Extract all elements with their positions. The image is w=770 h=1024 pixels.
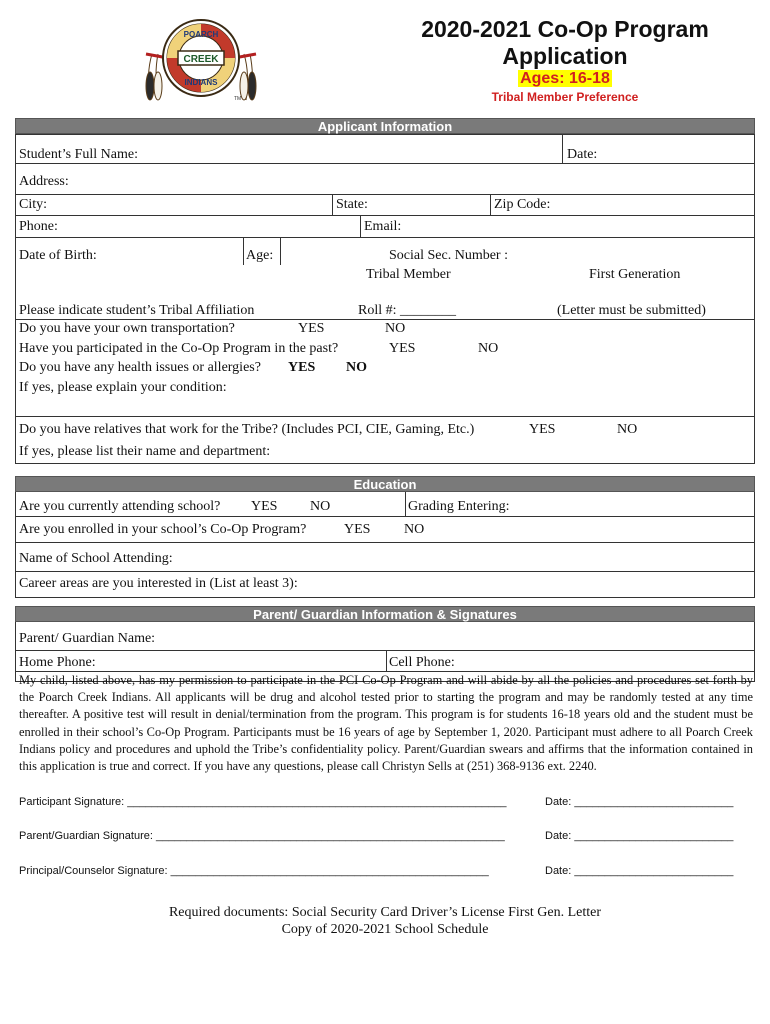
seal-logo-icon (138, 14, 264, 106)
svg-text:TM: TM (234, 96, 242, 102)
svg-text:CREEK: CREEK (183, 54, 219, 65)
section-parent-guardian: Parent/ Guardian Information & Signatures (15, 606, 755, 622)
attending-question: Are you currently attending school? (19, 499, 221, 514)
grading-entering-label: Grading Entering: (408, 499, 510, 514)
ages-label: Ages: 16-18 (520, 70, 610, 87)
tribal-member-label: Tribal Member (366, 267, 451, 282)
email-label: Email: (364, 219, 402, 234)
dob-label: Date of Birth: (19, 248, 97, 263)
poarch-creek-seal (138, 14, 264, 106)
coop-past-no-option[interactable]: NO (478, 341, 499, 356)
full-name-label: Student’s Full Name: (19, 147, 138, 162)
career-areas-label: Career areas are you interested in (List at least 3): (19, 576, 298, 591)
age-label: Age: (246, 248, 274, 263)
tribal-affiliation-label: Please indicate student’s Tribal Affiliation (19, 303, 255, 318)
school-schedule-note: Copy of 2020-2021 School Schedule (281, 922, 489, 937)
state-label: State: (336, 197, 368, 212)
enrolled-no-option[interactable]: NO (404, 522, 425, 537)
permission-statement: My child, listed above, has my permission to participate in the PCI Co-Op Program and will abide by all the policies and procedures set forth by the Poarch Creek Indians. All applicants will be drug and alcohol tested prior to starting the program and may be randomly tested at any time thereafter. A positive test will result in denial/termination from the program. This program is for students 16-18 years old and the student must be enrolled in their school’s Co-Op Program. Participants must be 16 years of age by September 1, 2020. Participant must adhere to all Poarch Creek Indians policy and procedures and uphold the Tribe’s confidentiality policy. Parent/Guardian swears and affirms that the information contained in this application is true and correct. If you have any questions, please call Christyn Sells at (251) 368-9136 ext. 2240. (19, 673, 753, 774)
zip-label: Zip Code: (494, 197, 551, 212)
svg-text:INDIANS: INDIANS (184, 78, 218, 87)
health-question: Do you have any health issues or allergies? (19, 360, 261, 375)
enrolled-question: Are you enrolled in your school’s Co-Op Program? (19, 522, 307, 537)
applicant-frame (15, 134, 755, 464)
home-phone-label: Home Phone: (19, 655, 96, 670)
school-name-label: Name of School Attending: (19, 551, 173, 566)
required-documents: Required documents: Social Security Card Driver’s License First Gen. Letter (168, 905, 602, 920)
date-label: Date: (567, 147, 598, 162)
relatives-question: Do you have relatives that work for the Tribe? (Includes PCI, CIE, Gaming, Etc.) (19, 422, 475, 437)
cell-phone-label: Cell Phone: (389, 655, 455, 670)
participant-date-line[interactable]: Date: __________________________ (545, 796, 734, 808)
tribal-preference: Tribal Member Preference (491, 90, 639, 104)
principal-date-line[interactable]: Date: __________________________ (545, 865, 734, 877)
form-title (400, 16, 730, 70)
parent-date-line[interactable]: Date: __________________________ (545, 830, 734, 842)
parent-signature-line[interactable]: Parent/Guardian Signature: _________________________________________________________ (19, 830, 505, 842)
ages-row (400, 70, 730, 88)
section-applicant-information: Applicant Information (15, 118, 755, 134)
section-education: Education (15, 476, 755, 492)
svg-text:POARCH: POARCH (183, 30, 219, 39)
health-yes-option[interactable]: YES (288, 360, 316, 375)
letter-note: (Letter must be submitted) (557, 303, 706, 318)
transport-no-option[interactable]: NO (385, 321, 406, 336)
transport-yes-option[interactable]: YES (298, 321, 325, 336)
first-generation-label: First Generation (589, 267, 681, 282)
health-no-option[interactable]: NO (346, 360, 367, 375)
title-line-2: Application (502, 43, 628, 69)
city-label: City: (19, 197, 48, 212)
phone-label: Phone: (19, 219, 58, 234)
attending-yes-option[interactable]: YES (251, 499, 278, 514)
attending-no-option[interactable]: NO (310, 499, 331, 514)
relatives-list-label: If yes, please list their name and department: (19, 444, 271, 459)
title-line-1: 2020-2021 Co-Op Program (421, 16, 709, 42)
participant-signature-line[interactable]: Participant Signature: ______________________________________________________________ (19, 796, 507, 808)
relatives-no-option[interactable]: NO (617, 422, 638, 437)
address-label: Address: (19, 174, 69, 189)
parent-name-label: Parent/ Guardian Name: (19, 631, 156, 646)
coop-past-question: Have you participated in the Co-Op Program in the past? (19, 341, 339, 356)
health-explain-label: If yes, please explain your condition: (19, 380, 227, 395)
roll-number-field[interactable]: Roll #: ________ (358, 303, 457, 318)
coop-past-yes-option[interactable]: YES (389, 341, 416, 356)
transport-question: Do you have your own transportation? (19, 321, 235, 336)
enrolled-yes-option[interactable]: YES (344, 522, 371, 537)
relatives-yes-option[interactable]: YES (529, 422, 556, 437)
ssn-label: Social Sec. Number : (389, 248, 508, 263)
principal-signature-line[interactable]: Principal/Counselor Signature: ____________________________________________________ (19, 865, 489, 877)
